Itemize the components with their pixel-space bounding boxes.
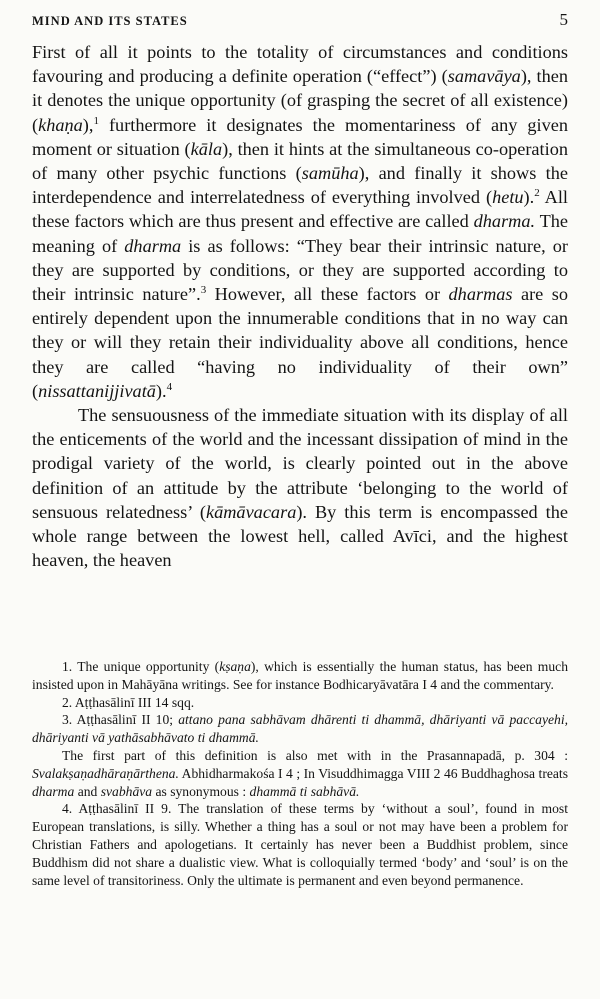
italic-term: dharmas (448, 284, 513, 305)
text-run: furthermore it designates the momentariness of any given moment or situation ( (32, 114, 568, 159)
text-run: However, all these factors or (206, 284, 449, 305)
italic-term: dharma (32, 783, 75, 799)
text-run: are so entirely dependent upon the innumerable conditions that in no way can they or will they retain their individuality above all conditions, hence they are called “having no individuality of their own” ( (32, 284, 569, 401)
italic-term: nissattanijjivatā (38, 380, 156, 401)
footnote-ref: 4 (166, 380, 173, 393)
italic-term: kāla (190, 138, 223, 159)
italic-term: hetu (492, 187, 524, 208)
text-run: The unique opportunity ( (72, 659, 220, 674)
text-run: The sensuousness of the immediate situation with its display of all the enticements of the world and the incessant dissipation of mind in the prodigal variety of the world, is clearly pointed out in the above definition of an attitude by the attribute ‘belonging to the world of sensuous relatedness’ ( (32, 405, 568, 522)
text-run: ), and finally it shows the interdependence and interrelatedness of everything involved ( (32, 163, 568, 208)
italic-term: kāmāvacara (205, 501, 297, 522)
text-run: ). By this term is encompassed the whole range between the lowest hell, called Avīci, and the highest heaven, the heaven (32, 501, 568, 571)
text-run: All these factors which are thus present and effective are called (32, 187, 569, 232)
text-run: Aṭṭhasālinī II 9. The translation of these terms by ‘without a soul’, found in most European translations, is silly. Whether a thing has a soul or not may have been a problem for Christian Fathers and apologetians. It certainly has never been a Buddhist problem, since Buddhism did not share a dualistic view. What is colloquially termed ‘body’ and ‘soul’ is on the same level of transitoriness. Only the ultimate is permanent and even beyond permanence. (32, 801, 568, 888)
footnote-3 (32, 711, 568, 747)
page-number: 5 (559, 10, 568, 29)
footnote-ref: 1 (93, 114, 99, 127)
italic-term: kṣaṇa (219, 659, 251, 674)
italic-term: samavāya (447, 66, 521, 87)
text-run: as synonymous : (152, 783, 250, 799)
text-run: Aṭṭhasālinī III 14 sqq. (72, 694, 195, 710)
footnote-1 (32, 658, 568, 694)
text-run: ), then it hints at the simultaneous co-operation of many other psychic functions ( (32, 138, 568, 184)
text-run: First of all it points to the totality of circumstances and conditions favouring and producing a definite operation (“effect”) ( (32, 42, 568, 87)
footnotes (32, 658, 568, 889)
italic-term: dharma (124, 235, 182, 256)
italic-term: khaṇa (38, 114, 83, 135)
text-run: The first part of this definition is also met with in the Prasannapadā, p. 304 : (62, 747, 568, 763)
text-run: ), which is essentially the human status, has been much insisted upon in Mahāyāna writings. See for instance Bodhicaryāvatāra I 4 and the commentary. (32, 659, 568, 692)
footnote-4 (32, 800, 568, 889)
running-title: MIND AND ITS STATES (32, 14, 188, 28)
italic-term: dharma. (473, 211, 536, 232)
text-run: is as follows: “They bear their intrinsic nature, or they are supported by conditions, or they are supported according to their intrinsic nature”. (32, 235, 568, 305)
text-run: Abhidharmakośa I 4 ; In Visuddhimagga VIII 2 46 Buddhaghosa treats (178, 765, 568, 781)
italic-term: dhammā ti sabhāvā. (249, 783, 360, 799)
text-run: and (74, 783, 101, 799)
text-run: Aṭṭhasālinī II 10; (72, 712, 179, 728)
main-text (32, 40, 568, 572)
italic-term: samūha (301, 163, 359, 184)
text-run: ), then it denotes the unique opportunity (of grasping the secret of all existence) ( (32, 66, 569, 135)
footnote-number: 2. (62, 694, 73, 710)
text-run: ). (155, 380, 167, 401)
page-header (32, 10, 568, 32)
footnote-number: 1. (62, 659, 73, 674)
italic-term: svabhāva (100, 783, 153, 799)
footnote-ref: 3 (200, 283, 207, 296)
footnote-3-continued (32, 747, 568, 800)
footnote-number: 4. (62, 801, 73, 817)
text-run: ). (523, 187, 535, 208)
italic-term: Svalakṣaṇadhāraṇārthena. (32, 765, 179, 781)
paragraph-2 (32, 403, 568, 572)
footnote-ref: 2 (534, 187, 540, 200)
paragraph-1 (32, 40, 568, 403)
text-run: The meaning of (32, 211, 568, 256)
italic-quote: attano pana sabhāvam dhārenti ti dhammā, dhāriyanti vā paccayehi, dhāriyanti vā yathāsabhāvato ti dhammā. (32, 712, 568, 746)
footnote-number: 3. (62, 712, 73, 728)
footnote-2 (32, 694, 568, 712)
text-run: ), (82, 114, 94, 135)
